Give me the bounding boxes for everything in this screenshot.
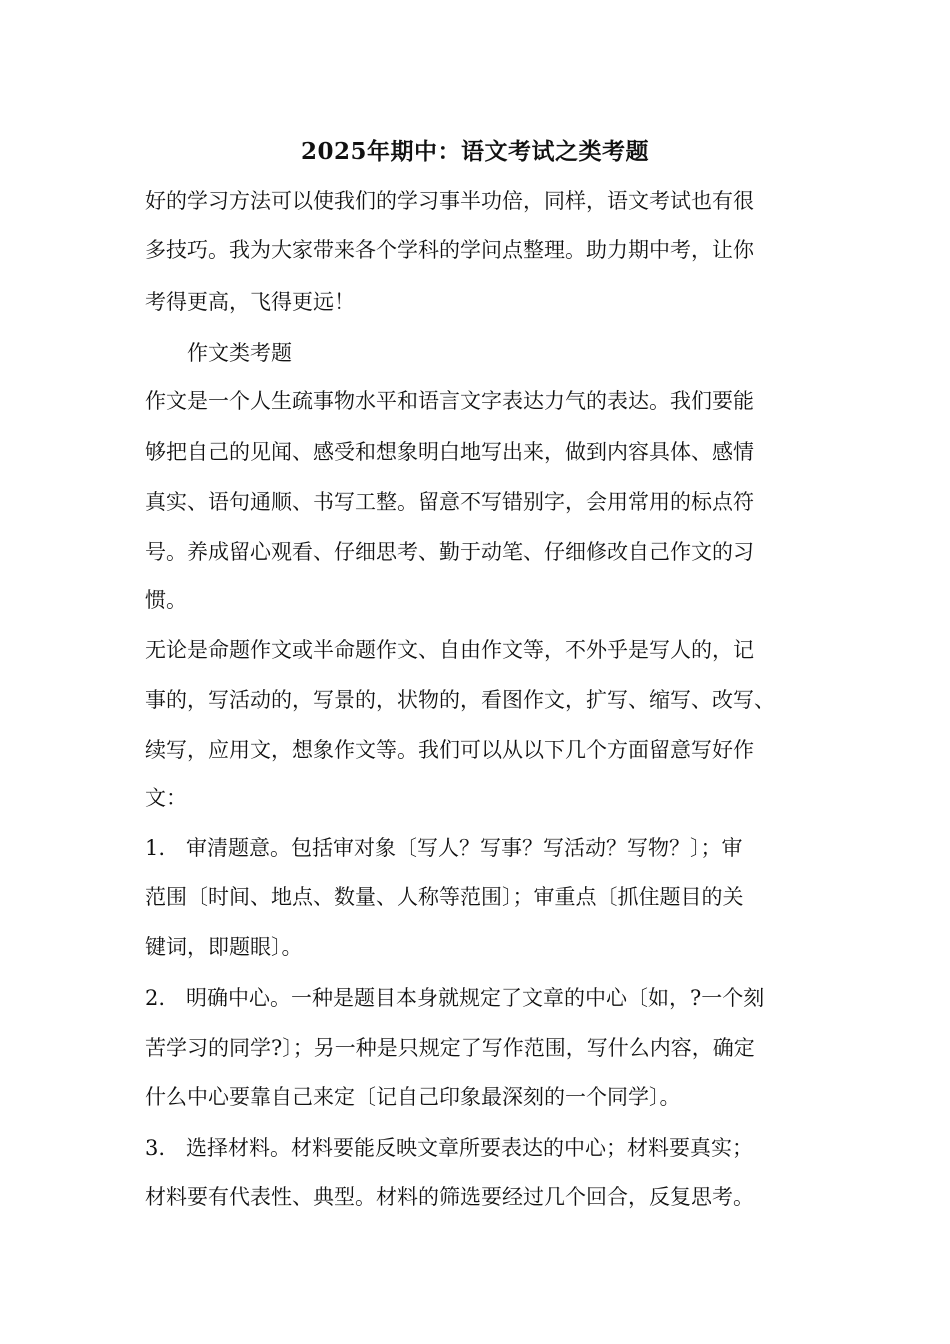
section-heading: 作文类考题	[187, 341, 292, 365]
paragraph-line: 好的学习方法可以使我们的学习事半功倍，同样，语文考试也有很	[145, 189, 754, 213]
list-item-line: 材料要有代表性、典型。材料的筛选要经过几个回合，反复思考。	[145, 1185, 754, 1209]
paragraph-line: 文：	[145, 786, 187, 810]
paragraph-line: 够把自己的见闻、感受和想象明白地写出来，做到内容具体、感情	[145, 440, 754, 464]
list-item-line: 1. 审清题意。包括审对象〔写人？写事？写活动？写物？〕；审	[145, 836, 743, 860]
paragraph-line: 考得更高，飞得更远！	[145, 290, 355, 314]
paragraph-line: 作文是一个人生疏事物水平和语言文字表达力气的表达。我们要能	[145, 389, 754, 413]
list-item-line: 3. 选择材料。材料要能反映文章所要表达的中心；材料要真实；	[145, 1136, 754, 1160]
list-item-line: 范围〔时间、地点、数量、人称等范围〕；审重点〔抓住题目的关	[145, 885, 744, 909]
paragraph-line: 多技巧。我为大家带来各个学科的学问点整理。助力期中考，让你	[145, 238, 754, 262]
list-item-line: 2. 明确中心。一种是题目本身就规定了文章的中心〔如，?一个刻	[145, 986, 765, 1010]
paragraph-line: 续写，应用文，想象作文等。我们可以从以下几个方面留意写好作	[145, 738, 754, 762]
list-item-line: 什么中心要靠自己来定〔记自己印象最深刻的一个同学〕。	[145, 1085, 681, 1109]
list-item-line: 键词，即题眼〕。	[145, 935, 303, 959]
document-title: 2025年期中：语文考试之类考题	[300, 138, 649, 165]
list-item-line: 苦学习的同学?〕；另一种是只规定了写作范围，写什么内容，确定	[145, 1036, 755, 1060]
paragraph-line: 事的，写活动的，写景的，状物的，看图作文，扩写、缩写、改写、	[145, 688, 775, 712]
paragraph-line: 真实、语句通顺、书写工整。留意不写错别字，会用常用的标点符	[145, 490, 754, 514]
paragraph-line: 无论是命题作文或半命题作文、自由作文等，不外乎是写人的，记	[145, 638, 754, 662]
paragraph-line: 惯。	[145, 588, 187, 612]
paragraph-line: 号。养成留心观看、仔细思考、勤于动笔、仔细修改自己作文的习	[145, 540, 754, 564]
